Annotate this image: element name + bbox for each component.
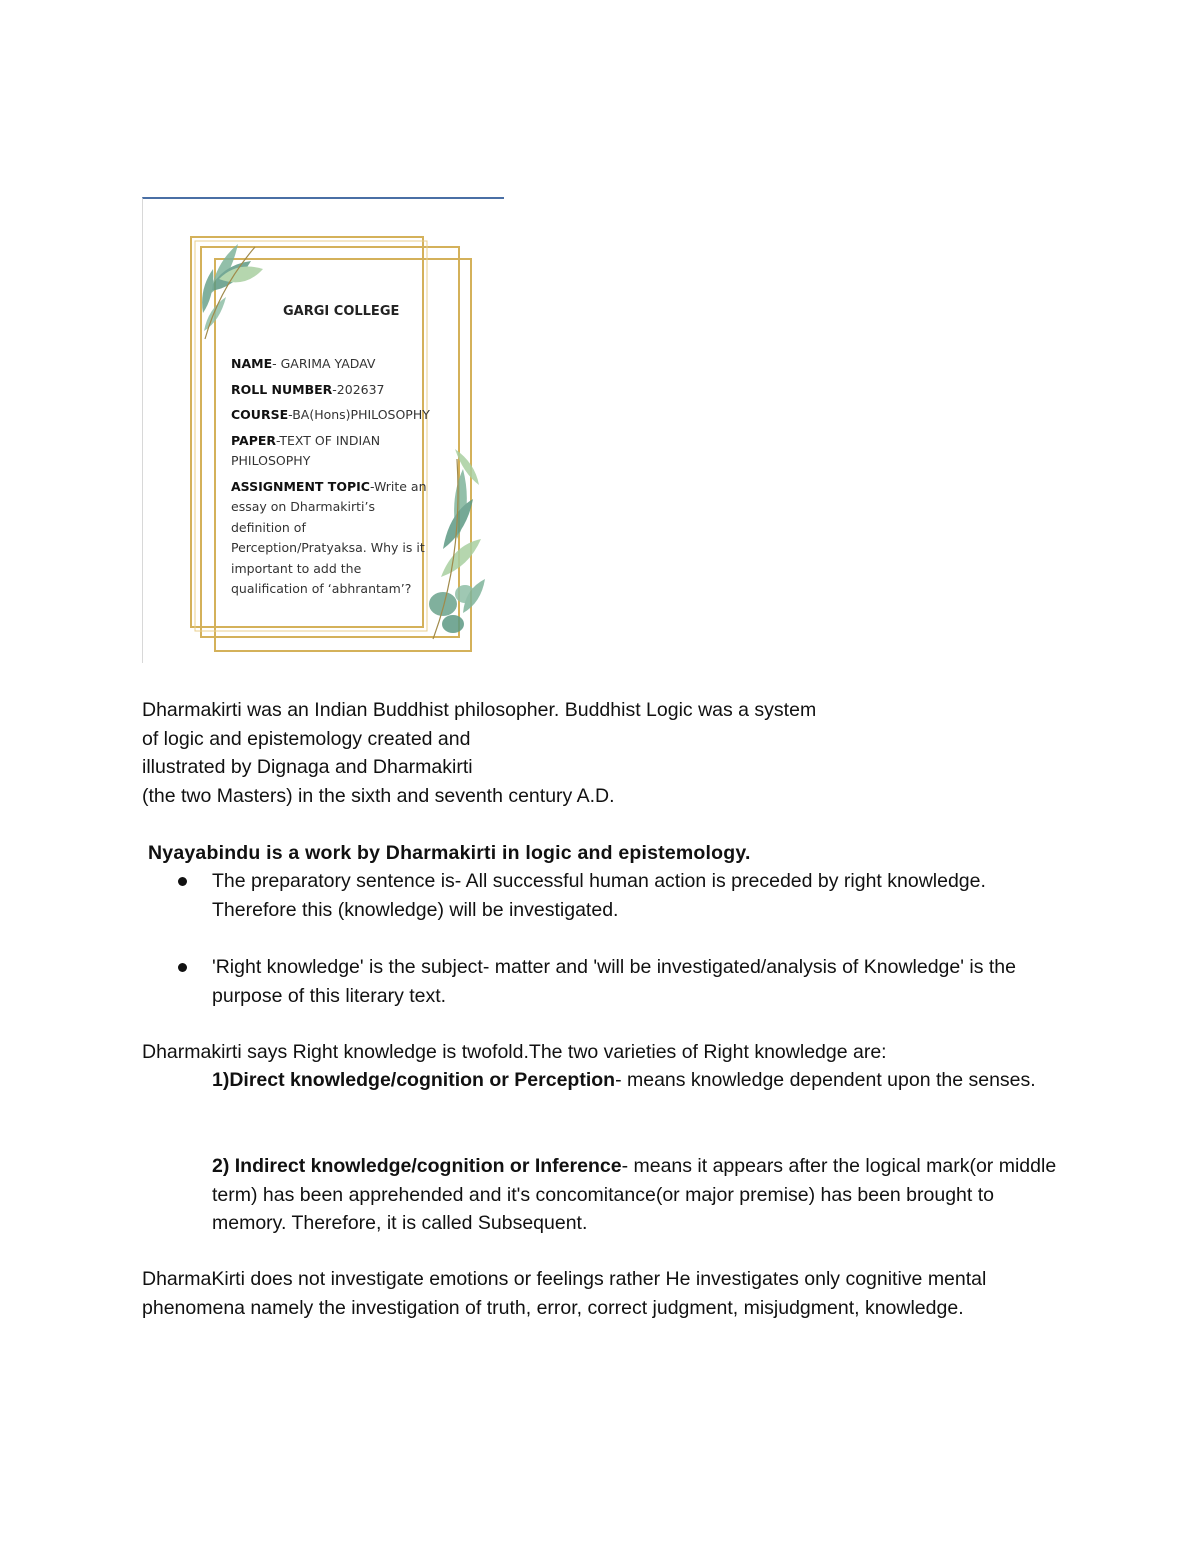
roll-number-line: ROLL NUMBER-202637	[231, 381, 385, 397]
cover-details	[231, 354, 436, 605]
assignment-topic-line: ASSIGNMENT TOPIC-Write an essay on Dharmakirti’s definition of Perception/Pratyaksa. Why is it important to add the qualification of ‘abhrantam’?	[231, 478, 427, 596]
list-item: 'Right knowledge' is the subject- matter and 'will be investigated/analysis of Knowledge' is the purpose of this literary text.	[142, 953, 1062, 1010]
closing-paragraph: DharmaKirti does not investigate emotions or feelings rather He investigates only cognitive mental phenomena namely the investigation of truth, error, correct judgment, misjudgment, knowledge.	[142, 1268, 987, 1319]
list-item: The preparatory sentence is- All successful human action is preceded by right knowledge. Therefore this (knowledge) will be investigated.	[142, 867, 1062, 924]
bullet-icon	[178, 877, 187, 886]
section-heading: Nyayabindu is a work by Dharmakirti in logic and epistemology.	[148, 842, 751, 864]
intro-paragraph: Dharmakirti was an Indian Buddhist philosopher. Buddhist Logic was a system of logic and epistemology created and illustrated by Dignaga and Dharmakirti (the two Masters) in the sixth and seventh century A.D.	[142, 699, 817, 807]
twofold-paragraph: Dharmakirti says Right knowledge is twofold.The two varieties of Right knowledge are:	[142, 1041, 887, 1063]
college-name: GARGI COLLEGE	[283, 304, 400, 319]
direct-knowledge-item: 1)Direct knowledge/cognition or Perception- means knowledge dependent upon the senses.	[212, 1069, 1036, 1091]
bullet-list	[142, 867, 1062, 1039]
student-name-line: NAME- GARIMA YADAV	[231, 356, 376, 371]
paper-line: PAPER-TEXT OF INDIAN PHILOSOPHY	[231, 432, 381, 468]
indirect-knowledge-item: 2) Indirect knowledge/cognition or Inference- means it appears after the logical mark(or middle term) has been apprehended and it's concomitance(or major premise) has been brought to memory. Therefore, it is called Subsequent.	[212, 1155, 1057, 1234]
bullet-icon	[178, 963, 187, 972]
course-line: COURSE-BA(Hons)PHILOSOPHY	[231, 407, 430, 422]
cover-page-image	[142, 197, 504, 663]
